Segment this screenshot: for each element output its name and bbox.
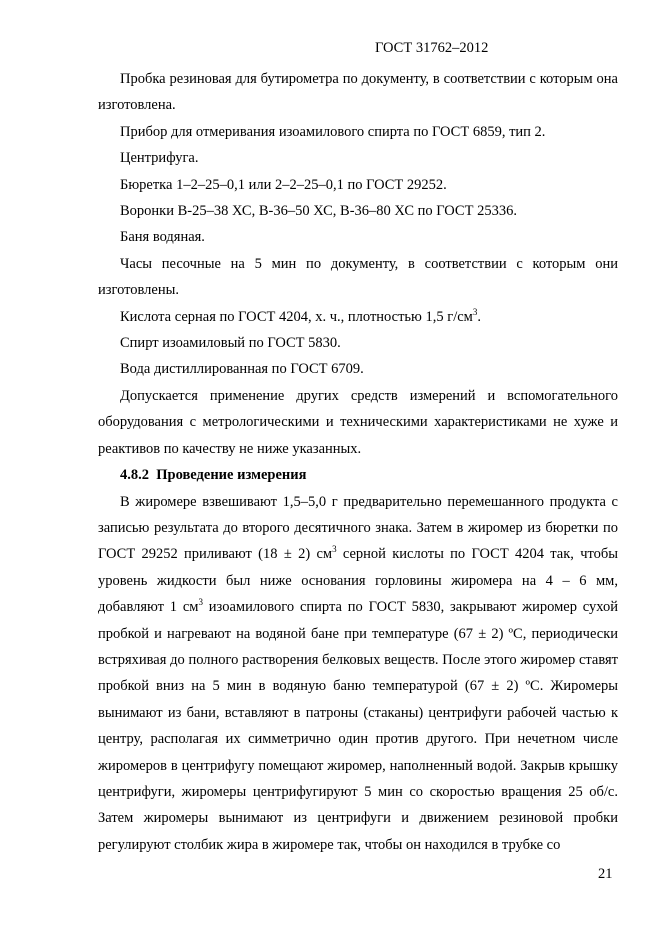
item-funnels: Воронки В-25–38 ХС, В-36–50 ХС, В-36–80 ХС по ГОСТ 25336. — [120, 203, 517, 220]
item-sand-timer: Часы песочные на 5 мин по документу, в соответствии с которым они изготовлены. — [98, 255, 618, 299]
section-heading — [98, 462, 618, 488]
paragraph-procedure — [98, 489, 618, 859]
item-isoamyl-alcohol: Спирт изоамиловый по ГОСТ 5830. — [120, 335, 341, 352]
item-distilled-water: Вода дистиллированная по ГОСТ 6709. — [120, 361, 364, 378]
page-content — [98, 66, 618, 858]
item-sulfuric-acid — [98, 304, 618, 330]
item-centrifuge: Центрифуга. — [120, 150, 199, 167]
item-water-bath: Баня водяная. — [120, 229, 205, 246]
item-dispenser: Прибор для отмеривания изоамилового спирта по ГОСТ 6859, тип 2. — [120, 123, 546, 140]
acid-text: Кислота серная по ГОСТ 4204, х. ч., плотностью 1,5 г/см — [120, 308, 473, 325]
section-title: Проведение измерения — [156, 467, 307, 484]
superscript: 3 — [332, 544, 337, 555]
superscript: 3 — [198, 597, 203, 608]
procedure-text-1: В жиромере взвешивают 1,5–5,0 г предварительно перемешанного продукта с записью результата до второго десятичного знака. Затем в жиромер из бюретки по ГОСТ 29252 приливают (18 ± 2) см — [98, 493, 618, 563]
section-number: 4.8.2 — [120, 467, 149, 484]
item-rubber-stopper: Пробка резиновая для бутирометра по документу, в соответствии с которым она изготовлена. — [98, 71, 618, 114]
document-code-header: ГОСТ 31762–2012 — [375, 40, 489, 56]
page-number: 21 — [598, 866, 613, 882]
procedure-text-2: серной кислоты по ГОСТ 4204 так, чтобы уровень жидкости был ниже основания горловины жиромера на 4 – 6 мм, добавляют 1 см — [98, 546, 618, 616]
procedure-text-3: изоамилового спирта по ГОСТ 5830, закрывают жиромер сухой пробкой и нагревают на водяной бане при температуре (67 ± 2) ºС, периодически встряхивая до полного растворения белковых веществ. После этого жиромер ставят пробкой вниз на 5 мин в водяную баню температурой (67 ± 2) ºС. Жиромеры вынимают из бани, вставляют в патроны (стаканы) центрифуги рабочей частью к центру, располагая их симметрично один против другого. При нечетном числе жиромеров в центрифугу помещают жиромер, наполненный водой. Закрыв крышку центрифуги, жиромеры центрифугируют 5 мин со скоростью вращения 25 об/с. Затем жиромеры вынимают из центрифуги и движением резиновой пробки регулируют столбик жира в жиромере так, чтобы он находился в трубке со — [98, 599, 618, 853]
superscript: 3 — [472, 306, 478, 317]
item-burette: Бюретка 1–2–25–0,1 или 2–2–25–0,1 по ГОСТ 29252. — [120, 176, 447, 193]
acid-end: . — [477, 308, 481, 325]
paragraph-allowed: Допускается применение других средств измерений и вспомогательного оборудования с метрологическими и техническими характеристиками не хуже и реактивов по качеству не ниже указанных. — [98, 387, 618, 457]
